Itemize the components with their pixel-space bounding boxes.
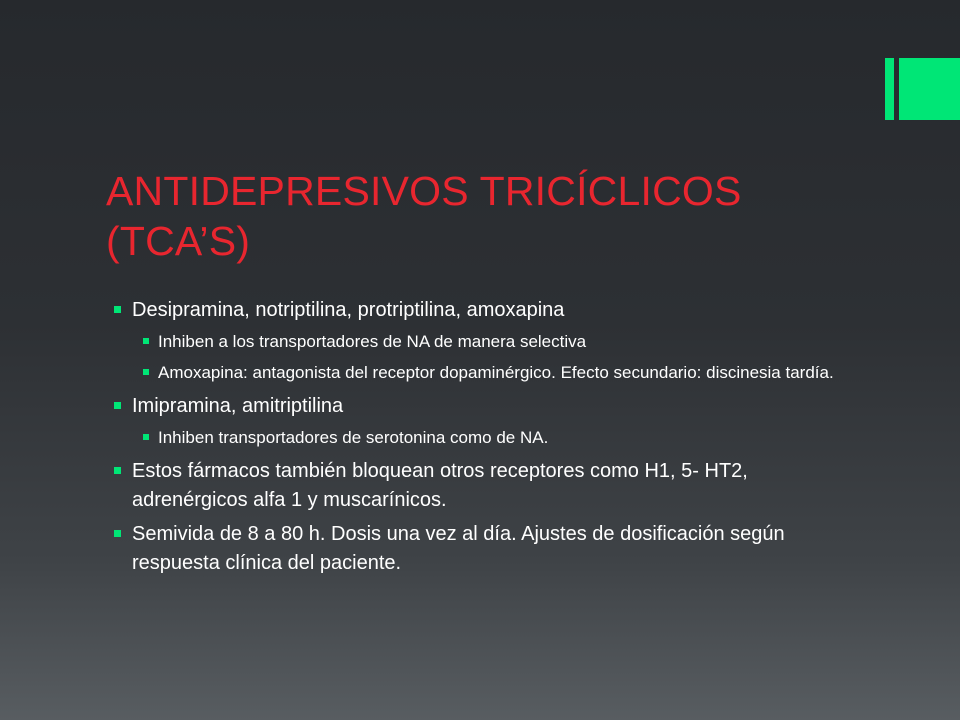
sub-bullet-item [143, 330, 854, 353]
bullet-text: Estos fármacos también bloquean otros receptores como H1, 5- HT2, adrenérgicos alfa 1 y muscarínicos. [132, 460, 748, 511]
slide-title: ANTIDEPRESIVOS TRICÍCLICOS (TCA’S) [106, 168, 742, 264]
bullet-text: Desipramina, notriptilina, protriptilina, amoxapina [132, 299, 565, 321]
sub-bullet-text: Inhiben transportadores de serotonina como de NA. [158, 428, 549, 447]
accent-bar-thin [885, 58, 894, 120]
sub-bullet-text: Amoxapina: antagonista del receptor dopaminérgico. Efecto secundario: discinesia tardía. [158, 363, 834, 382]
bullet-text: Semivida de 8 a 80 h. Dosis una vez al día. Ajustes de dosificación según respuesta clínica del paciente. [132, 523, 785, 574]
slide-content [114, 296, 854, 583]
bullet-item [114, 392, 854, 421]
sub-bullet-item [143, 361, 854, 384]
square-bullet-icon [114, 467, 121, 474]
square-bullet-icon [114, 402, 121, 409]
bullet-text: Imipramina, amitriptilina [132, 395, 344, 417]
square-bullet-icon [143, 338, 149, 344]
square-bullet-icon [114, 306, 121, 313]
sub-bullet-item [143, 426, 854, 449]
accent-bar-thick [899, 58, 960, 120]
bullet-item [114, 457, 854, 515]
square-bullet-icon [114, 530, 121, 537]
bullet-item [114, 296, 854, 325]
sub-bullet-text: Inhiben a los transportadores de NA de manera selectiva [158, 332, 587, 351]
bullet-item [114, 520, 854, 578]
square-bullet-icon [143, 369, 149, 375]
square-bullet-icon [143, 434, 149, 440]
